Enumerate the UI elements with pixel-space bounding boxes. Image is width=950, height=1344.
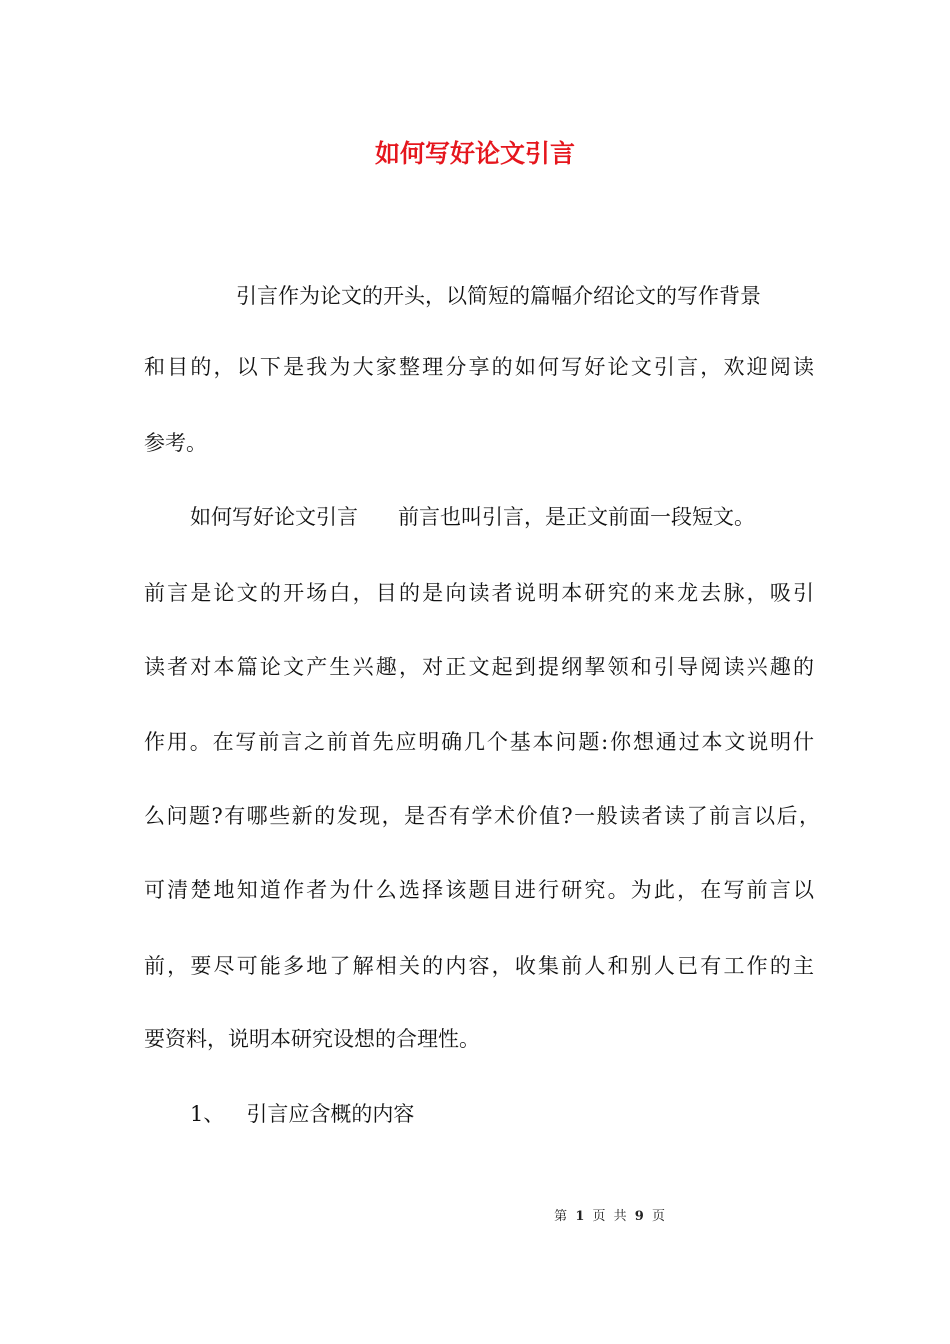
page-footer [0, 1206, 950, 1228]
section-1-heading [144, 1098, 814, 1130]
paragraph-2-line-5: 么问题?有哪些新的发现，是否有学术价值?一般读者读了前言以后， [144, 804, 820, 828]
paragraph-2-line-6: 可清楚地知道作者为什么选择该题目进行研究。为此，在写前言以 [144, 878, 814, 902]
paragraph-2-line-3: 读者对本篇论文产生兴趣，对正文起到提纲挈领和引导阅读兴趣的 [144, 655, 814, 679]
paragraph-2-line-4: 作用。在写前言之前首先应明确几个基本问题:你想通过本文说明什 [144, 730, 814, 754]
paragraph-1-line-1: 引言作为论文的开头，以简短的篇幅介绍论文的写作背景 [236, 284, 761, 308]
paragraph-1-line-3: 参考。 [144, 431, 207, 455]
footer-prefix: 第 [554, 1209, 570, 1224]
paragraph-2-line-1-text: 前言也叫引言，是正文前面一段短文。 [398, 505, 755, 529]
paragraph-2-line-1 [144, 501, 814, 533]
section-1-label: 引言应含概的内容 [246, 1102, 415, 1126]
paragraph-2-line-2: 前言是论文的开场白，目的是向读者说明本研究的来龙去脉，吸引 [144, 581, 814, 605]
document-title: 如何写好论文引言 [374, 139, 575, 168]
paragraph-2-line-8: 要资料，说明本研究设想的合理性。 [144, 1027, 480, 1051]
footer-page-number: 1 [575, 1209, 587, 1224]
paragraph-2-line-7: 前，要尽可能多地了解相关的内容，收集前人和别人已有工作的主 [144, 954, 814, 978]
paragraph-2-heading: 如何写好论文引言 [190, 505, 358, 529]
section-1-number: 1、 [190, 1102, 225, 1126]
paragraph-1-line-2: 和目的，以下是我为大家整理分享的如何写好论文引言，欢迎阅读 [144, 355, 814, 379]
footer-total-pages: 9 [634, 1209, 646, 1224]
footer-suffix: 页 [651, 1209, 667, 1224]
footer-middle: 页 共 [592, 1209, 629, 1224]
